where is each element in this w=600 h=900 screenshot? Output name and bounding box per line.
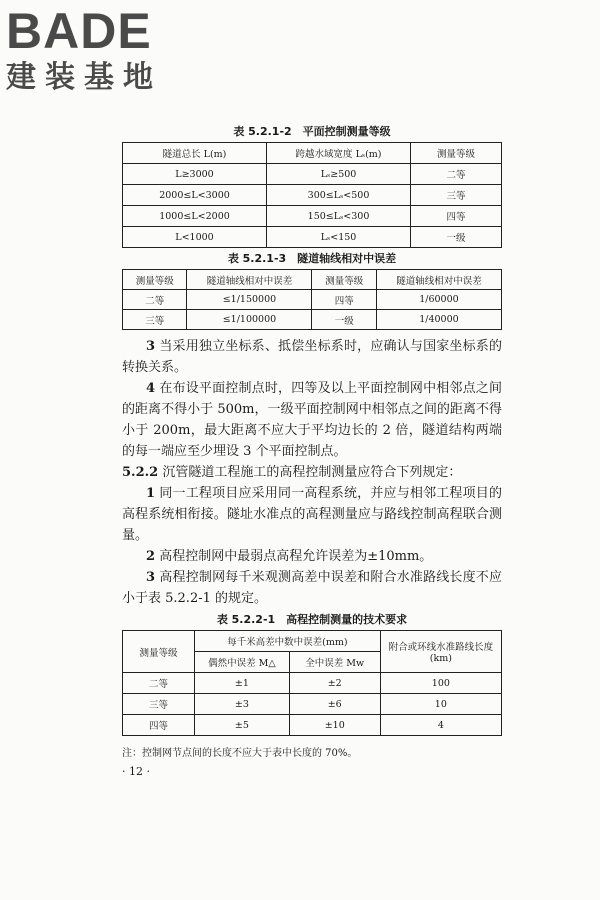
table-row xyxy=(123,164,502,185)
table-note: 注：控制网节点间的长度不应大于表中长度的 70%。 xyxy=(122,748,358,759)
table-row xyxy=(123,673,502,694)
table-cell: ±5 xyxy=(195,715,290,736)
table1-caption: 表 5.2.1-2 平面控制测量等级 xyxy=(233,125,391,138)
table-cell: ±3 xyxy=(195,694,290,715)
item-number: 1 xyxy=(146,486,156,501)
table-cell: 100 xyxy=(380,673,501,694)
table-cell: 300≤Lₛ<500 xyxy=(267,185,411,206)
table-cell: 二等 xyxy=(123,290,187,310)
table3-header-random-error: 偶然中误差 M△ xyxy=(195,652,290,673)
table-cell: Lₛ<150 xyxy=(267,227,411,248)
paragraph-4 xyxy=(122,378,502,462)
section-number: 5.2.2 xyxy=(122,465,159,480)
table-cell: 四等 xyxy=(312,290,376,310)
table-cell: Lₛ≥500 xyxy=(267,164,411,185)
paragraph-text: 当采用独立坐标系、抵偿坐标系时，应确认与国家坐标系的转换关系。 xyxy=(122,339,502,375)
table2 xyxy=(122,269,502,330)
item-text: 高程控制网中最弱点高程允许误差为±10mm。 xyxy=(159,549,433,564)
table1-header-row xyxy=(123,143,502,164)
table3-header-total-error: 全中误差 Mw xyxy=(289,652,380,673)
table-cell: 1/60000 xyxy=(376,290,501,310)
table-cell: 一级 xyxy=(411,227,502,248)
table-cell: 二等 xyxy=(123,673,195,694)
table-cell: 1000≤L<2000 xyxy=(123,206,267,227)
table2-header: 测量等级 xyxy=(312,270,376,290)
table3 xyxy=(122,630,502,736)
table-row xyxy=(123,227,502,248)
table2-header-row xyxy=(123,270,502,290)
table-cell: L<1000 xyxy=(123,227,267,248)
table2-caption: 表 5.2.1-3 隧道轴线相对中误差 xyxy=(227,252,397,265)
table-cell: ±6 xyxy=(289,694,380,715)
section-text: 沉管隧道工程施工的高程控制测量应符合下列规定： xyxy=(162,465,462,480)
table3-header-group: 每千米高差中数中误差(mm) xyxy=(195,631,381,652)
item-text: 高程控制网每千米观测高差中误差和附合水准路线长度不应小于表 5.2.2-1 的规定。 xyxy=(122,570,502,606)
table-cell: 四等 xyxy=(411,206,502,227)
table-row xyxy=(123,310,502,330)
table-cell: L≥3000 xyxy=(123,164,267,185)
item-text: 同一工程项目应采用同一高程系统，并应与相邻工程项目的高程系统相衔接。隧址水准点的高程测量应与路线控制高程联合测量。 xyxy=(122,486,502,543)
table-row xyxy=(123,715,502,736)
table-cell: 四等 xyxy=(123,715,195,736)
item-number: 2 xyxy=(146,549,156,564)
table1-header: 测量等级 xyxy=(411,143,502,164)
table1 xyxy=(122,142,502,248)
table3-header-level: 测量等级 xyxy=(123,631,195,673)
table-cell: 150≤Lₛ<300 xyxy=(267,206,411,227)
table-row xyxy=(123,290,502,310)
table1-header: 隧道总长 L(m) xyxy=(123,143,267,164)
table-cell: 1/40000 xyxy=(376,310,501,330)
table-row xyxy=(123,206,502,227)
page-content xyxy=(122,125,502,778)
table-cell: 二等 xyxy=(411,164,502,185)
paragraph-3 xyxy=(122,336,502,378)
table3-header-route: 附合或环线水准路线长度(km) xyxy=(380,631,501,673)
table-cell: 4 xyxy=(380,715,501,736)
table-cell: ±2 xyxy=(289,673,380,694)
paragraph-number: 3 xyxy=(146,339,156,354)
table3-caption: 表 5.2.2-1 高程控制测量的技术要求 xyxy=(216,613,408,626)
table-cell: 10 xyxy=(380,694,501,715)
table-row xyxy=(123,694,502,715)
table-row xyxy=(123,185,502,206)
logo xyxy=(6,3,181,96)
section-5-2-2 xyxy=(122,462,502,483)
table-cell: 三等 xyxy=(123,310,187,330)
table-cell: 一级 xyxy=(312,310,376,330)
table-cell: ≤1/150000 xyxy=(187,290,312,310)
table-cell: 三等 xyxy=(123,694,195,715)
item-number: 3 xyxy=(146,570,156,585)
table3-header-row xyxy=(123,631,502,652)
table1-header: 跨越水域宽度 Lₛ(m) xyxy=(267,143,411,164)
table2-header: 测量等级 xyxy=(123,270,187,290)
page-number: · 12 · xyxy=(122,765,150,778)
table2-header: 隧道轴线相对中误差 xyxy=(376,270,501,290)
table-cell: 2000≤L<3000 xyxy=(123,185,267,206)
item-3 xyxy=(122,567,502,609)
item-2 xyxy=(122,546,502,567)
table-cell: 三等 xyxy=(411,185,502,206)
table-cell: ±1 xyxy=(195,673,290,694)
logo-subtitle: 建装基地 xyxy=(6,60,162,95)
table2-header: 隧道轴线相对中误差 xyxy=(187,270,312,290)
paragraph-number: 4 xyxy=(146,381,156,396)
table-cell: ≤1/100000 xyxy=(187,310,312,330)
paragraph-text: 在布设平面控制点时，四等及以上平面控制网中相邻点之间的距离不得小于 500m，一级平面控制网中相邻点之间的距离不得小于 200m，最大距离不应大于平均边长的 2 倍，隧道结构两端的每一端应至少埋设 3 个平面控制点。 xyxy=(122,381,502,459)
item-1 xyxy=(122,483,502,546)
table-cell: ±10 xyxy=(289,715,380,736)
body-text xyxy=(122,336,502,609)
logo-wordmark: BADE xyxy=(6,3,152,59)
